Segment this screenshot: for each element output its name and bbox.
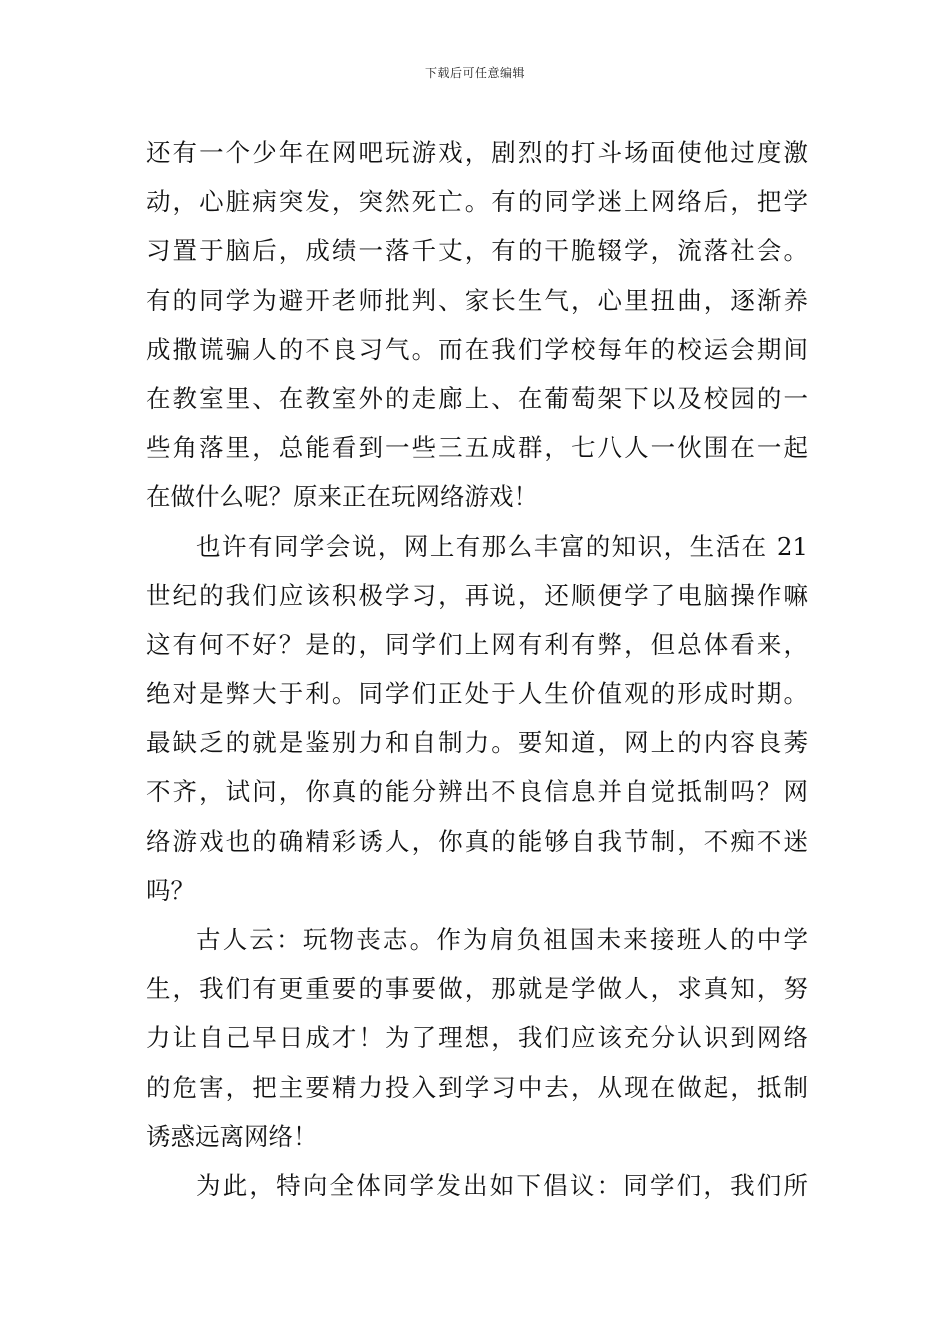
text-line: 吗？	[146, 875, 195, 905]
text-line: 不齐，试问，你真的能分辨出不良信息并自觉抵制吗？网	[146, 777, 808, 807]
text-line: 最缺乏的就是鉴别力和自制力。要知道，网上的内容良莠	[146, 728, 808, 758]
text-line: 习置于脑后，成绩一落千丈，有的干脆辍学，流落社会。	[146, 236, 808, 266]
text-line: 动，心脏病突发，突然死亡。有的同学迷上网络后，把学	[146, 187, 808, 217]
text-line: 成撒谎骗人的不良习气。而在我们学校每年的校运会期间	[146, 334, 808, 364]
text-line: 力让自己早日成才！为了理想，我们应该充分认识到网络	[146, 1023, 808, 1053]
text-line: 生，我们有更重要的事要做，那就是学做人，求真知，努	[146, 974, 808, 1004]
text-line: 绝对是弊大于利。同学们正处于人生价值观的形成时期。	[146, 679, 808, 709]
text-line: 为此，特向全体同学发出如下倡议：同学们，我们所	[196, 1170, 808, 1200]
text-line: 还有一个少年在网吧玩游戏，剧烈的打斗场面使他过度激	[146, 138, 808, 167]
text-line: 的危害，把主要精力投入到学习中去，从现在做起，抵制	[146, 1072, 808, 1102]
text-line: 在做什么呢？原来正在玩网络游戏！	[146, 482, 538, 512]
text-line: 在教室里、在教室外的走廊上、在葡萄架下以及校园的一	[146, 383, 808, 413]
text-line: 古人云：玩物丧志。作为肩负祖国未来接班人的中学	[196, 925, 808, 954]
text-line: 也许有同学会说，网上有那么丰富的知识，生活在 21	[196, 531, 808, 561]
document-body	[146, 128, 808, 1210]
text-line: 有的同学为避开老师批判、家长生气，心里扭曲，逐渐养	[146, 285, 808, 315]
text-line: 世纪的我们应该积极学习，再说，还顺便学了电脑操作嘛	[146, 580, 808, 610]
text-line: 些角落里，总能看到一些三五成群，七八人一伙围在一起	[146, 433, 808, 463]
text-line: 络游戏也的确精彩诱人，你真的能够自我节制，不痴不迷	[146, 826, 808, 856]
text-line: 这有何不好？是的，同学们上网有利有弊，但总体看来，	[146, 629, 808, 659]
page-header: 下载后可任意编辑	[424, 66, 525, 80]
text-line: 诱惑远离网络！	[146, 1121, 318, 1151]
